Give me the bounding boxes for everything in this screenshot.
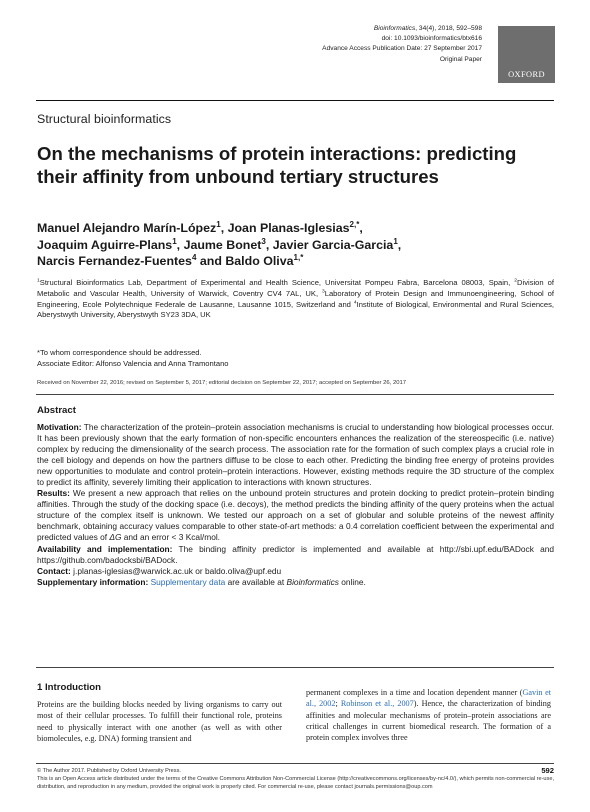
abstract-availability: Availability and implementation: The binding affinity predictor is implemented and available at http://sbi.upf.edu/BADock and https://github.com/badocksbi/BADock. xyxy=(37,543,554,565)
abstract-heading: Abstract xyxy=(37,405,76,416)
affiliations: $^1$Structural Bioinformatics Lab, Department of Experimental and Health Science, Universitat Pompeu Fabra, Barcelona 08003, Spain, $^2$Division of Metabolic and Vascular Health, University of Warwick, Coventry CV4 7AL, UK, $^3$Laboratory of Protein Design and Immunoengineering, School of Engineering, Ecole Polytechnique Federale de Lausanne, Lausanne 1015, Switzerland and $^4$Institute of Biological, Environmental and Rural Sciences, Aberystwyth University, Aberystwyth SY23 3DA, UK xyxy=(37,278,554,320)
reference-link[interactable]: Robinson et al., 2007 xyxy=(340,699,414,709)
author: Joan Planas-Iglesias$^{2,*}$, xyxy=(227,219,363,235)
abstract-body xyxy=(37,422,554,588)
author-list xyxy=(37,220,537,270)
correspondence-block xyxy=(37,348,554,370)
associate-editor: Associate Editor: Alfonso Valencia and Anna Tramontano xyxy=(37,358,229,368)
author: Joaquim Aguirre-Plans$^1$, xyxy=(37,236,184,252)
paper-title: On the mechanisms of protein interactions: predicting their affinity from unbound tertiary structures xyxy=(37,143,517,187)
abstract-bottom-rule xyxy=(36,667,554,668)
footer-rule xyxy=(36,763,554,764)
section-label: Structural bioinformatics xyxy=(37,112,172,126)
abstract-results: Results: We present a new approach that relies on the unbound protein structures and protein docking to predict protein–protein binding affinities. Through the study of the docking space (i.e. decoys), the method predicts the binding affinity of the query proteins when the actual structure of the complex itself is unknown. We tested our approach on a set of globular and soluble proteins of the newest affinity benchmark, obtaining accuracy values comparable to other state-of-art methods: a 0.4 correlation coefficient between the experimental and predicted values of ΔG and an error < 3 Kcal/mol. xyxy=(37,488,554,543)
introduction-heading: 1 Introduction xyxy=(37,682,101,693)
author: Baldo Oliva$^{1,*}$ xyxy=(225,252,304,268)
header-rule xyxy=(36,100,554,101)
abstract-top-rule xyxy=(36,394,554,395)
advance-access-date: Advance Access Publication Date: 27 September 2017 xyxy=(322,45,482,53)
correspondence-note: *To whom correspondence should be addressed. xyxy=(37,348,202,357)
reference-link[interactable]: Gavin et al., 2002 xyxy=(306,688,551,709)
author: Javier Garcia-Garcia$^1$, xyxy=(272,236,402,252)
doi-line[interactable]: doi: 10.1093/bioinformatics/btx616 xyxy=(381,35,482,43)
paper-type: Original Paper xyxy=(439,55,482,63)
page-footer xyxy=(37,767,554,791)
author: Manuel Alejandro Marín-López$^1$, xyxy=(37,219,228,235)
copyright: © The Author 2017. Published by Oxford University Press. xyxy=(37,768,181,774)
journal-citation xyxy=(182,24,482,34)
license-text: This is an Open Access article distributed under the terms of the Creative Commons Attribution Non-Commercial License (http://creativecommons.org/licenses/by-nc/4.0/), which permits non-commercial re-use, distribution, and reproduction in any medium, provided the original work is properly cited. For commercial re-use, please contact journals.permissions@oup.com xyxy=(37,776,555,791)
author: Jaume Bonet$^3$, xyxy=(183,236,273,252)
abstract-motivation: Motivation: The characterization of the protein–protein association mechanisms is crucial to understanding how biological processes occur. It has been previously shown that the early formation of non-specific encounters enhances the realization of the stereospecific (i.e. native) complex by reducing the dimensionality of the search process. The association rate for the formation of such complex plays a crucial role in the cell biology and depends on how the partners diffuse to be close to each other. Predicting the binding free energy of proteins provides new opportunities to modulate and control protein–protein interactions. However, existing methods require the 3D structure of the complex to predict its affinity, severely limiting their application to interactions with known structures. xyxy=(37,422,554,488)
abstract-contact: Contact: j.planas-iglesias@warwick.ac.uk or baldo.oliva@upf.edu xyxy=(37,565,282,576)
supplementary-data-link[interactable]: Supplementary data xyxy=(150,576,226,587)
author: Narcis Fernandez-Fuentes$^4$ and xyxy=(37,252,226,268)
journal-header xyxy=(182,24,482,65)
intro-right-column: permanent complexes in a time and location dependent manner (Gavin et al., 2002; Robinson et al., 2007). Hence, the characterization of binding affinities and molecular mechanisms of protein–protein associations are critical challenges in current biomedical research. The formation of a protein complex involves three xyxy=(306,688,551,743)
journal-name: Bioinformatics xyxy=(373,25,416,32)
intro-left-column: Proteins are the building blocks needed by living organisms to carry out most of their cellular processes. To fulfill their functional role, proteins need to physically interact with one another (as well as with other biomolecules, e.g. DNA) forming transient and xyxy=(37,700,282,743)
received-dates: Received on November 22, 2016; revised on September 5, 2017; editorial decision on September 22, 2017; accepted on September 26, 2017 xyxy=(37,380,407,386)
footer-top-row xyxy=(37,767,554,775)
page-number: 592 xyxy=(541,766,554,775)
oxford-logo xyxy=(498,26,555,83)
oxford-logo-text: OXFORD xyxy=(508,70,545,79)
abstract-supplementary: Supplementary information: Supplementary data are available at Bioinformatics online. xyxy=(37,576,366,587)
journal-volume: , 34(4), 2018, 592–598 xyxy=(415,25,482,32)
